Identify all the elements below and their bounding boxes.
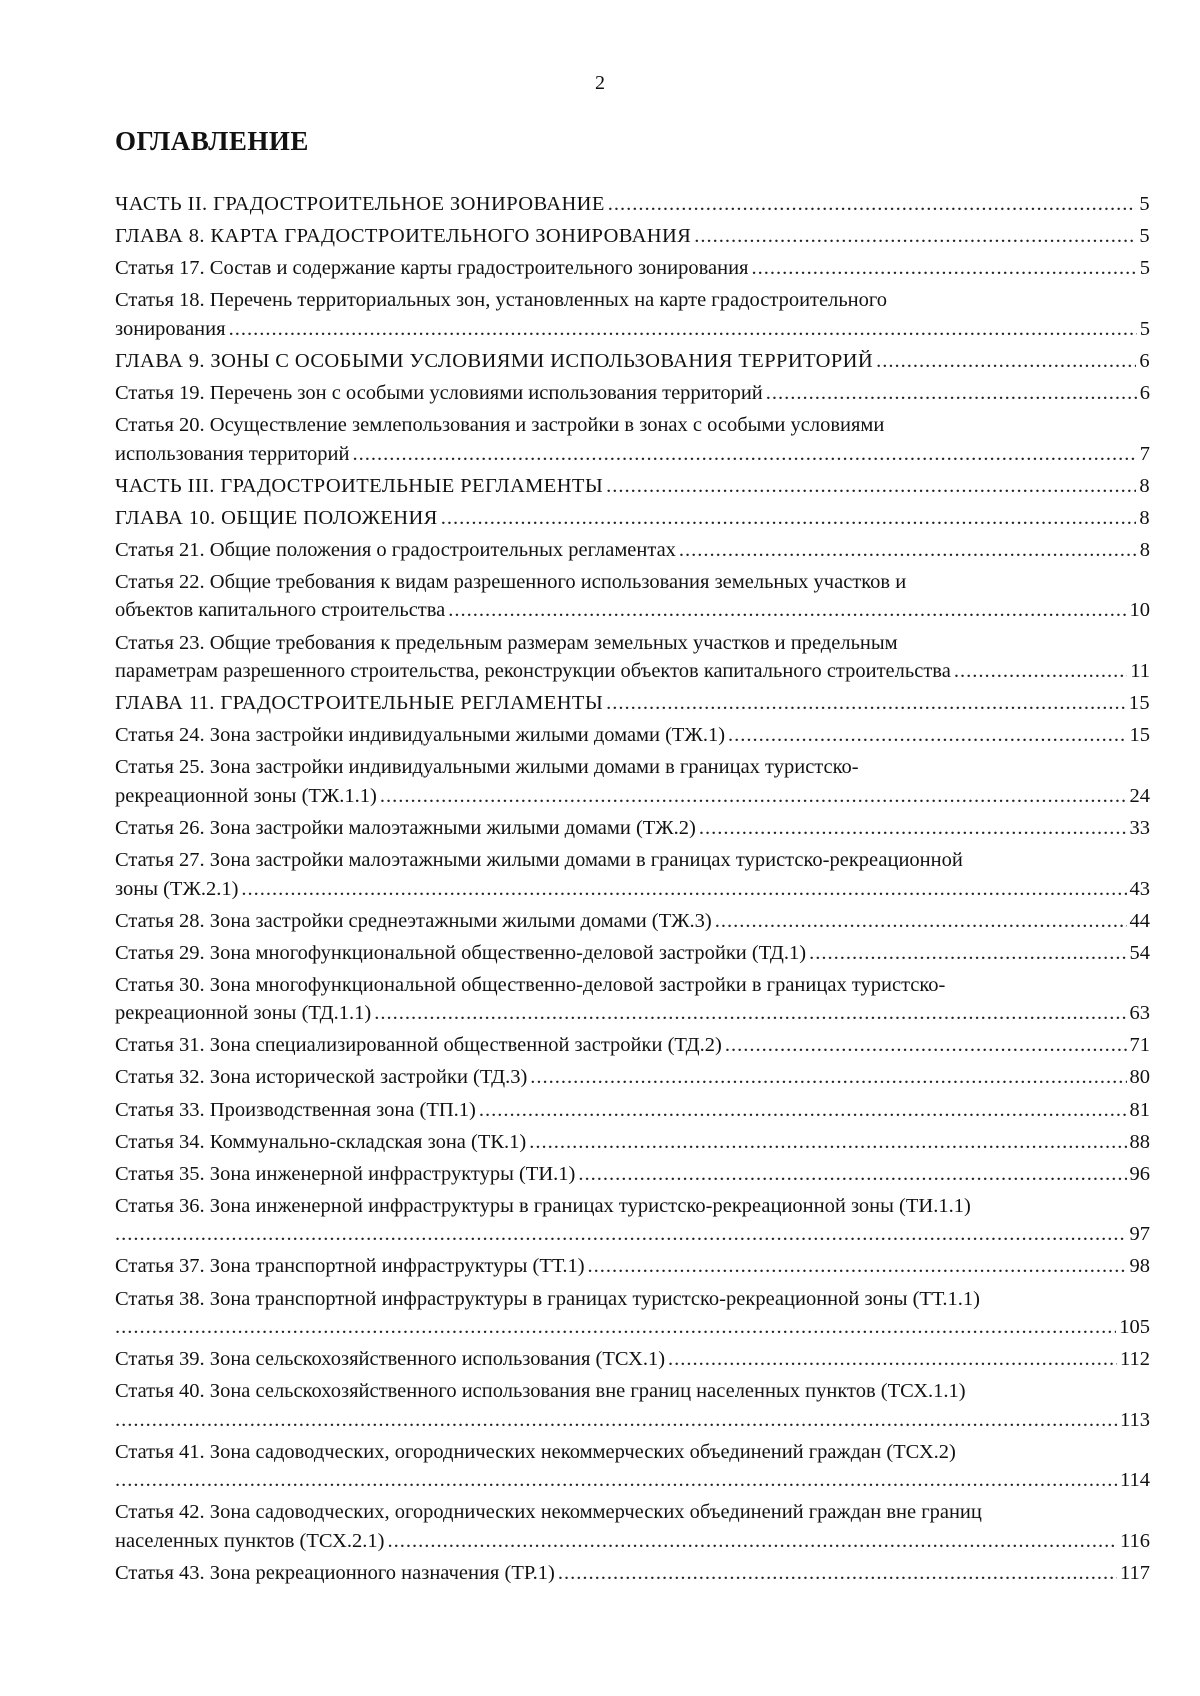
toc-entry-title: ЧАСТЬ II. ГРАДОСТРОИТЕЛЬНОЕ ЗОНИРОВАНИЕ [115, 193, 605, 215]
toc-entry-article[interactable] [115, 1559, 1150, 1588]
toc-entry-article[interactable] [115, 907, 1150, 936]
dot-leader [606, 689, 1126, 718]
toc-entry-article[interactable] [115, 1096, 1150, 1125]
dot-leader [558, 1559, 1117, 1588]
toc-entry-page: 24 [1129, 784, 1150, 807]
toc-entry-article[interactable] [115, 1377, 1150, 1434]
dot-leader [809, 939, 1126, 968]
toc-entry-page: 5 [1139, 317, 1150, 340]
toc-entry-page: 117 [1120, 1562, 1150, 1584]
toc-entry-title: рекреационной зоны (ТД.1.1) [115, 1002, 372, 1025]
dot-leader [115, 1313, 1116, 1342]
toc-entry-row [115, 907, 1150, 936]
toc-entry-page: 96 [1129, 1162, 1150, 1185]
dot-leader [115, 1220, 1127, 1249]
toc-entry-page: 71 [1129, 1034, 1150, 1057]
dot-leader [699, 814, 1127, 843]
toc-entry-chapter[interactable] [115, 222, 1150, 251]
toc-entry-row [115, 347, 1150, 376]
toc-entry-title-line: Статья 23. Общие требования к предельным размерам земельных участков и предельным [115, 631, 898, 654]
toc-entry-title-line: Статья 38. Зона транспортной инфраструктуры в границах туристско-рекреационной зоны (ТТ.1.1) [115, 1287, 980, 1310]
toc-entry-row [115, 379, 1150, 408]
dot-leader [479, 1096, 1127, 1125]
toc-entry-title: Статья 19. Перечень зон с особыми условиями использования территорий [115, 381, 763, 404]
toc-entry-title: Статья 32. Зона исторической застройки (ТД.3) [115, 1066, 528, 1089]
toc-entry-page: 54 [1129, 941, 1150, 964]
toc-entry-title: Статья 24. Зона застройки индивидуальными жилыми домами (ТЖ.1) [115, 724, 726, 747]
table-of-contents [115, 190, 1150, 1591]
toc-entry-row [115, 1345, 1150, 1374]
dot-leader [715, 907, 1127, 936]
dot-leader [229, 315, 1137, 344]
toc-entry-article[interactable] [115, 379, 1150, 408]
dot-leader [441, 504, 1137, 533]
toc-entry-row [115, 190, 1150, 219]
toc-entry-row [115, 999, 1150, 1028]
toc-entry-article[interactable] [115, 846, 1150, 903]
toc-entry-page: 113 [1120, 1408, 1150, 1431]
toc-entry-title: Статья 43. Зона рекреационного назначения (ТР.1) [115, 1562, 555, 1584]
dot-leader [380, 782, 1127, 811]
toc-entry-article[interactable] [115, 536, 1150, 565]
toc-entry-row [115, 1063, 1150, 1092]
dot-leader [728, 721, 1126, 750]
toc-entry-page: 6 [1139, 349, 1150, 372]
toc-entry-title: Статья 28. Зона застройки среднеэтажными жилыми домами (ТЖ.3) [115, 909, 712, 932]
toc-entry-title: параметрам разрешенного строительства, реконструкции объектов капитального строительства [115, 660, 951, 683]
toc-entry-article[interactable] [115, 971, 1150, 1028]
toc-entry-page: 43 [1129, 877, 1150, 900]
toc-entry-page: 6 [1139, 381, 1150, 404]
toc-entry-page: 81 [1129, 1098, 1150, 1121]
toc-entry-article[interactable] [115, 286, 1150, 343]
toc-entry-page: 80 [1129, 1066, 1150, 1089]
dot-leader [588, 1252, 1127, 1281]
toc-entry-title: зоны (ТЖ.2.1) [115, 877, 239, 900]
dot-leader [241, 875, 1126, 904]
toc-entry-row [115, 782, 1150, 811]
toc-entry-row [115, 875, 1150, 904]
toc-entry-chapter[interactable] [115, 689, 1150, 718]
toc-entry-article[interactable] [115, 814, 1150, 843]
toc-entry-row [115, 939, 1150, 968]
toc-entry-title: Статья 21. Общие положения о градостроительных регламентах [115, 538, 676, 561]
toc-entry-row [115, 1096, 1150, 1125]
toc-entry-article[interactable] [115, 1345, 1150, 1374]
toc-entry-page: 5 [1139, 193, 1150, 215]
toc-entry-row [115, 1313, 1150, 1342]
toc-entry-title-line: Статья 20. Осуществление землепользования и застройки в зонах с особыми условиями [115, 414, 885, 437]
toc-entry-title: объектов капитального строительства [115, 599, 446, 622]
toc-entry-title: Статья 34. Коммунально-складская зона (ТК.1) [115, 1130, 527, 1153]
toc-entry-row [115, 472, 1150, 501]
toc-entry-page: 114 [1120, 1469, 1150, 1492]
toc-entry-page: 15 [1129, 724, 1150, 747]
toc-entry-page: 11 [1130, 660, 1150, 683]
toc-entry-row [115, 1031, 1150, 1060]
toc-entry-title: ГЛАВА 9. ЗОНЫ С ОСОБЫМИ УСЛОВИЯМИ ИСПОЛЬЗОВАНИЯ ТЕРРИТОРИЙ [115, 349, 874, 372]
dot-leader [679, 536, 1137, 565]
toc-entry-title: использования территорий [115, 442, 350, 465]
dot-leader [752, 254, 1137, 283]
toc-entry-row [115, 504, 1150, 533]
toc-entry-article[interactable] [115, 568, 1150, 625]
toc-entry-title-line: Статья 27. Зона застройки малоэтажными жилыми домами в границах туристско-рекреационной [115, 849, 963, 871]
toc-entry-article[interactable] [115, 1031, 1150, 1060]
toc-entry-title: ГЛАВА 11. ГРАДОСТРОИТЕЛЬНЫЕ РЕГЛАМЕНТЫ [115, 692, 604, 715]
toc-entry-row [115, 596, 1150, 625]
toc-entry-title-line: Статья 41. Зона садоводческих, огороднических некоммерческих объединений граждан (ТСХ.2) [115, 1440, 956, 1463]
toc-entry-article[interactable] [115, 1192, 1150, 1249]
toc-entry-article[interactable] [115, 1438, 1150, 1495]
toc-entry-title: Статья 37. Зона транспортной инфраструктуры (ТТ.1) [115, 1255, 585, 1278]
dot-leader [115, 1406, 1117, 1435]
toc-entry-chapter[interactable] [115, 347, 1150, 376]
toc-entry-title-line: Статья 18. Перечень территориальных зон, установленных на карте градостроительного [115, 289, 888, 312]
toc-entry-title: Статья 35. Зона инженерной инфраструктуры (ТИ.1) [115, 1162, 576, 1185]
dot-leader [954, 657, 1127, 686]
toc-entry-title: Статья 31. Зона специализированной общественной застройки (ТД.2) [115, 1034, 722, 1057]
toc-entry-row [115, 254, 1150, 283]
toc-entry-row [115, 1527, 1150, 1556]
dot-leader [668, 1345, 1117, 1374]
toc-entry-page: 5 [1139, 257, 1150, 280]
toc-entry-row [115, 721, 1150, 750]
toc-entry-page: 10 [1129, 599, 1150, 622]
dot-leader [694, 222, 1136, 251]
dot-leader [353, 440, 1137, 469]
dot-leader [578, 1160, 1126, 1189]
toc-entry-row [115, 1160, 1150, 1189]
toc-entry-page: 63 [1129, 1002, 1150, 1025]
toc-entry-title-line: Статья 25. Зона застройки индивидуальными жилыми домами в границах туристско- [115, 756, 859, 779]
toc-entry-page: 33 [1129, 816, 1150, 839]
toc-entry-title: ГЛАВА 10. ОБЩИЕ ПОЛОЖЕНИЯ [115, 506, 438, 529]
toc-entry-article[interactable] [115, 1128, 1150, 1157]
toc-entry-article[interactable] [115, 629, 1150, 686]
toc-entry-row [115, 1128, 1150, 1157]
dot-leader [448, 596, 1126, 625]
page-number: 2 [595, 72, 605, 94]
toc-entry-article[interactable] [115, 1063, 1150, 1092]
toc-entry-page: 105 [1119, 1316, 1150, 1339]
toc-entry-row [115, 1406, 1150, 1435]
toc-entry-title-line: Статья 42. Зона садоводческих, огороднических некоммерческих объединений граждан вне границ [115, 1501, 982, 1524]
toc-entry-page: 5 [1139, 225, 1150, 248]
toc-entry-article[interactable] [115, 1160, 1150, 1189]
toc-entry-article[interactable] [115, 1498, 1150, 1555]
toc-entry-page: 116 [1120, 1529, 1150, 1552]
toc-entry-article[interactable] [115, 1252, 1150, 1281]
dot-leader [608, 190, 1137, 219]
toc-entry-part[interactable] [115, 190, 1150, 219]
toc-entry-article[interactable] [115, 753, 1150, 810]
toc-entry-article[interactable] [115, 254, 1150, 283]
toc-entry-article[interactable] [115, 939, 1150, 968]
toc-entry-row [115, 536, 1150, 565]
toc-entry-title-line: Статья 40. Зона сельскохозяйственного использования вне границ населенных пунктов (ТСХ.1.1) [115, 1380, 966, 1403]
toc-entry-row [115, 1220, 1150, 1249]
dot-leader [115, 1466, 1117, 1495]
toc-entry-article[interactable] [115, 721, 1150, 750]
toc-entry-row [115, 657, 1150, 686]
toc-entry-article[interactable] [115, 411, 1150, 468]
dot-leader [374, 999, 1126, 1028]
dot-leader [876, 347, 1136, 376]
toc-entry-page: 112 [1120, 1348, 1150, 1371]
toc-entry-title: Статья 26. Зона застройки малоэтажными жилыми домами (ТЖ.2) [115, 816, 696, 839]
toc-entry-row [115, 814, 1150, 843]
toc-entry-title: Статья 39. Зона сельскохозяйственного использования (ТСХ.1) [115, 1348, 666, 1371]
toc-entry-row [115, 1252, 1150, 1281]
toc-entry-title: рекреационной зоны (ТЖ.1.1) [115, 784, 377, 807]
toc-entry-page: 8 [1139, 474, 1150, 497]
dot-leader [725, 1031, 1127, 1060]
toc-entry-row [115, 689, 1150, 718]
toc-entry-page: 8 [1139, 506, 1150, 529]
toc-entry-title: Статья 33. Производственная зона (ТП.1) [115, 1098, 476, 1121]
toc-entry-page: 15 [1128, 692, 1150, 715]
toc-entry-title-line: Статья 22. Общие требования к видам разрешенного использования земельных участков и [115, 570, 907, 593]
toc-entry-title: Статья 29. Зона многофункциональной общественно-деловой застройки (ТД.1) [115, 941, 807, 964]
toc-entry-title: ГЛАВА 8. КАРТА ГРАДОСТРОИТЕЛЬНОГО ЗОНИРОВАНИЯ [115, 225, 692, 248]
toc-entry-chapter[interactable] [115, 504, 1150, 533]
toc-entry-row [115, 315, 1150, 344]
toc-entry-page: 98 [1129, 1255, 1150, 1278]
toc-entry-row [115, 1466, 1150, 1495]
toc-entry-page: 88 [1129, 1130, 1150, 1153]
toc-entry-page: 44 [1129, 909, 1150, 932]
toc-entry-row [115, 222, 1150, 251]
toc-entry-title: Статья 17. Состав и содержание карты градостроительного зонирования [115, 257, 749, 280]
dot-leader [766, 379, 1137, 408]
toc-entry-title-line: Статья 36. Зона инженерной инфраструктуры в границах туристско-рекреационной зоны (ТИ.1.1) [115, 1194, 971, 1217]
toc-entry-part[interactable] [115, 472, 1150, 501]
toc-entry-title-line: Статья 30. Зона многофункциональной общественно-деловой застройки в границах туристско- [115, 973, 946, 996]
dot-leader [529, 1128, 1126, 1157]
dot-leader [606, 472, 1136, 501]
toc-entry-title: населенных пунктов (ТСХ.2.1) [115, 1529, 385, 1552]
toc-entry-row [115, 1559, 1150, 1588]
toc-entry-row [115, 440, 1150, 469]
toc-entry-page: 97 [1129, 1223, 1150, 1246]
dot-leader [387, 1527, 1117, 1556]
toc-entry-page: 8 [1139, 538, 1150, 561]
page-title: ОГЛАВЛЕНИЕ [115, 126, 309, 156]
toc-entry-page: 7 [1139, 442, 1150, 465]
toc-entry-article[interactable] [115, 1285, 1150, 1342]
toc-entry-title: зонирования [115, 317, 226, 340]
dot-leader [530, 1063, 1126, 1092]
toc-entry-title: ЧАСТЬ III. ГРАДОСТРОИТЕЛЬНЫЕ РЕГЛАМЕНТЫ [115, 474, 604, 497]
